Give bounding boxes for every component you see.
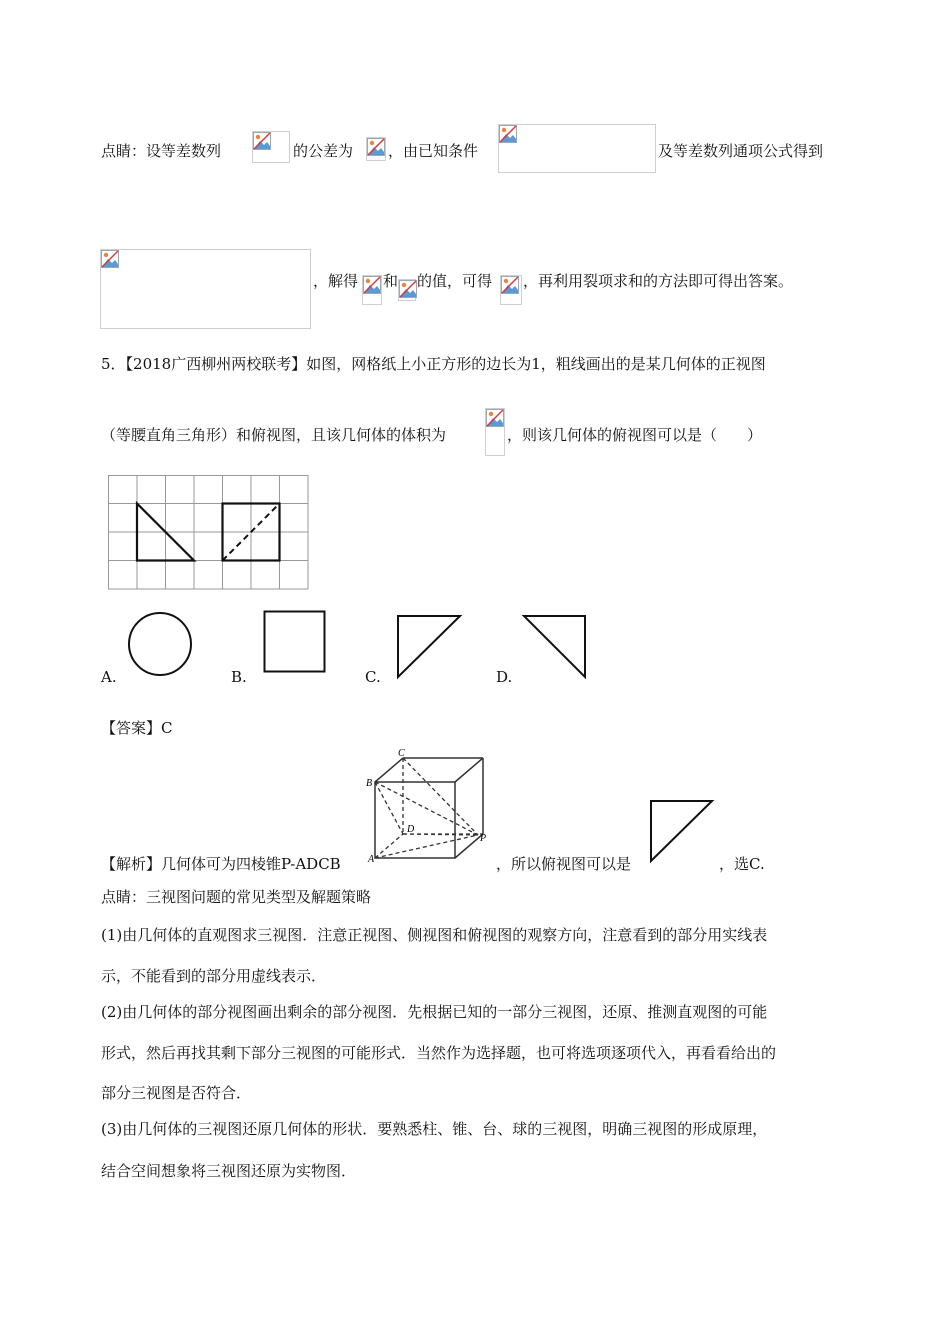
vertex-label-d: D (407, 824, 415, 835)
formula-image (498, 124, 656, 173)
broken-image-icon (501, 276, 519, 294)
hint-text-7: 的值，可得 (417, 272, 493, 290)
hint2-p2-line3: 部分三视图是否符合． (101, 1084, 252, 1102)
formula-image (398, 279, 416, 301)
vertex-label-b: B (366, 778, 373, 789)
broken-image-icon (399, 280, 417, 298)
hint-text-5: ，解得 (313, 272, 359, 290)
option-c-label: C. (365, 668, 381, 686)
broken-image-icon (367, 138, 385, 156)
vertex-label-a: A (368, 854, 375, 865)
hint2-title: 点睛：三视图问题的常见类型及解题策略 (101, 888, 372, 906)
broken-image-icon (499, 125, 517, 143)
option-b-square (263, 610, 327, 674)
vertex-label-c: C (398, 748, 405, 759)
pyramid-in-cube-figure (360, 748, 494, 863)
hint2-p1-line2: 示，不能看到的部分用虚线表示． (101, 967, 327, 985)
analysis-text-2: ，所以俯视图可以是 (496, 855, 632, 873)
broken-image-icon (101, 250, 119, 268)
option-c-triangle (396, 614, 462, 680)
three-view-grid-figure (108, 475, 310, 593)
hint2-p2-line2: 形式，然后再找其剩下部分三视图的可能形式．当然作为选择题，也可将选项逐项代入，再看看给出的 (101, 1044, 777, 1062)
hint-text-1: 点睛：设等差数列 (101, 142, 222, 160)
hint-text-8: ，再利用裂项求和的方法即可得出答案。 (523, 272, 794, 290)
broken-image-icon (486, 409, 504, 427)
option-d-label: D. (496, 668, 513, 686)
option-b-label: B. (231, 668, 247, 686)
option-a-label: A. (101, 668, 117, 686)
hint-text-3: ，由已知条件 (388, 142, 479, 160)
question-5-line-2a: （等腰直角三角形）和俯视图，且该几何体的体积为 (101, 426, 447, 444)
formula-image (500, 275, 522, 305)
formula-image (366, 137, 386, 161)
vertex-label-p: P (480, 833, 487, 844)
hint-text-2: 的公差为 (293, 142, 354, 160)
broken-image-icon (363, 276, 381, 294)
analysis-text-1: 【解析】几何体可为四棱锥P-ADCB (101, 855, 341, 873)
hint-text-4: 及等差数列通项公式得到 (658, 142, 824, 160)
hint2-p1-line1: (1)由几何体的直观图求三视图．注意正视图、侧视图和俯视图的观察方向，注意看到的部分用实线表 (101, 926, 768, 944)
analysis-text-3: ，选C. (719, 855, 765, 873)
hint-text-6: 和 (383, 272, 399, 290)
hint2-p3-line2: 结合空间想象将三视图还原为实物图． (101, 1162, 357, 1180)
formula-image (362, 275, 382, 305)
formula-image (100, 249, 311, 329)
broken-image-icon (253, 132, 271, 150)
question-5-line-1: 5．【2018广西柳州两校联考】如图，网格纸上小正方形的边长为1，粗线画出的是某几何体的正视图 (101, 355, 766, 373)
option-d-triangle (522, 614, 588, 680)
formula-image (252, 131, 290, 163)
formula-image (485, 408, 505, 456)
option-a-circle (128, 612, 194, 678)
top-view-answer-triangle (649, 799, 715, 863)
hint2-p2-line1: (2)由几何体的部分视图画出剩余的部分视图．先根据已知的一部分三视图，还原、推测直观图的可能 (101, 1003, 768, 1021)
question-5-line-2b: ，则该几何体的俯视图可以是（ ） (507, 426, 763, 444)
hint2-p3-line1: (3)由几何体的三视图还原几何体的形状．要熟悉柱、锥、台、球的三视图，明确三视图的形成原理， (101, 1120, 768, 1138)
answer-text: 【答案】C (101, 719, 173, 737)
